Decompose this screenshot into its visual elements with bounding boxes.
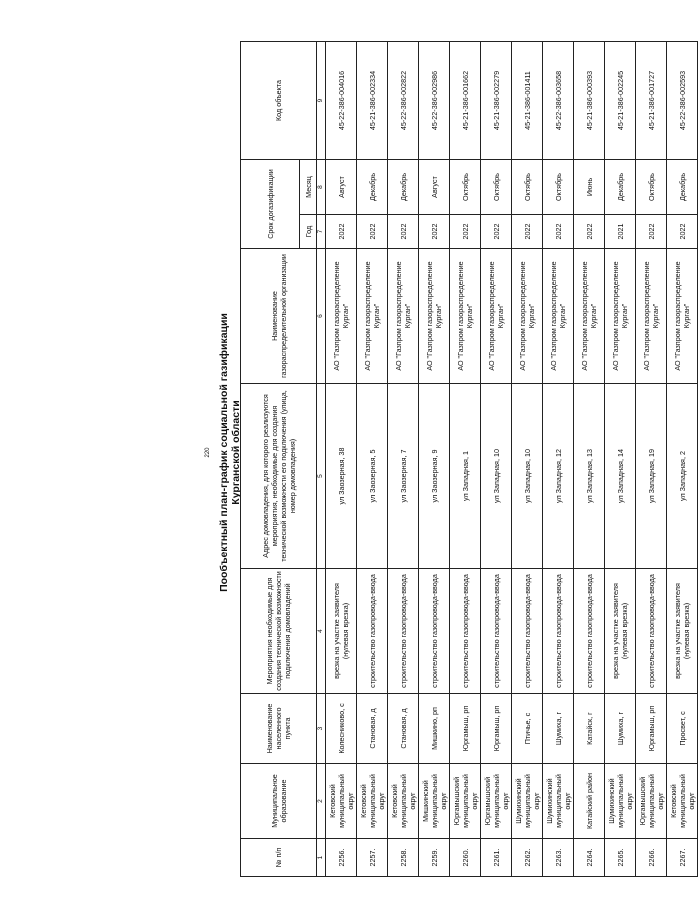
cell-code: 45-21-386-002334 <box>357 42 388 160</box>
cell-month: Декабрь <box>388 160 419 215</box>
cell-code: 45-21-386-001411 <box>512 42 543 160</box>
cell-year: 2022 <box>419 215 450 249</box>
cell-municipality: Шумихинский муниципальный округ <box>543 764 574 839</box>
cell-municipality: Юргамышский муниципальный округ <box>636 764 667 839</box>
table-row <box>450 42 481 877</box>
page-number: 220 <box>205 447 211 458</box>
cell-organization: АО "Газпром газораспределение Курган" <box>667 249 698 384</box>
table-row <box>543 42 574 877</box>
cell-num: 2259. <box>419 839 450 877</box>
header-municipality: Муниципальное образование <box>241 764 317 839</box>
cell-measures: врезка на участке заявителя (нулевая врезка) <box>605 569 636 694</box>
header-month: Месяц <box>300 160 317 215</box>
cell-organization: АО "Газпром газораспределение Курган" <box>574 249 605 384</box>
gasification-table <box>240 41 698 877</box>
cell-organization: АО "Газпром газораспределение Курган" <box>326 249 357 384</box>
cell-measures: строительство газопровода-ввода <box>543 569 574 694</box>
cell-num: 2260. <box>450 839 481 877</box>
cell-num: 2256. <box>326 839 357 877</box>
cell-municipality: Кетовский муниципальный округ <box>388 764 419 839</box>
cell-code: 45-22-386-004016 <box>326 42 357 160</box>
cell-code: 45-21-386-000393 <box>574 42 605 160</box>
cell-settlement: Катайск, г <box>574 694 605 764</box>
cell-settlement: Шумиха, г <box>605 694 636 764</box>
cell-address: ул Западная, 13 <box>574 384 605 569</box>
cell-measures: строительство газопровода-ввода <box>636 569 667 694</box>
cell-code: 45-21-386-001662 <box>450 42 481 160</box>
cell-address: ул Западная, 14 <box>605 384 636 569</box>
cell-num: 2267. <box>667 839 698 877</box>
cell-settlement: Юргамыш, рп <box>481 694 512 764</box>
column-number-row <box>317 42 326 877</box>
cell-num: 2258. <box>388 839 419 877</box>
cell-num: 2264. <box>574 839 605 877</box>
cell-num: 2263. <box>543 839 574 877</box>
cell-month: Октябрь <box>450 160 481 215</box>
col-number: 1 <box>317 839 326 877</box>
title-line-1: Пообъектный план-график социальной газификации <box>218 313 230 592</box>
col-number: 7 <box>317 215 326 249</box>
col-number: 4 <box>317 569 326 694</box>
cell-code: 45-22-386-003658 <box>543 42 574 160</box>
cell-month: Декабрь <box>605 160 636 215</box>
col-number: 3 <box>317 694 326 764</box>
cell-settlement: Колесниково, с <box>326 694 357 764</box>
cell-address: ул Заозерная, 7 <box>388 384 419 569</box>
cell-month: Октябрь <box>636 160 667 215</box>
cell-num: 2257. <box>357 839 388 877</box>
cell-address: ул Западная, 1 <box>450 384 481 569</box>
cell-measures: строительство газопровода-ввода <box>574 569 605 694</box>
cell-organization: АО "Газпром газораспределение Курган" <box>450 249 481 384</box>
header-address: Адрес домовладения, для которого реализуются мероприятия, необходимые для создания технической возможности его подключения (улица, номер домовладения) <box>241 384 317 569</box>
table-row <box>667 42 698 877</box>
cell-address: ул Заозерная, 5 <box>357 384 388 569</box>
cell-settlement: Шумиха, г <box>543 694 574 764</box>
cell-organization: АО "Газпром газораспределение Курган" <box>512 249 543 384</box>
header-num: № п/п <box>241 839 317 877</box>
cell-measures: строительство газопровода-ввода <box>481 569 512 694</box>
cell-organization: АО "Газпром газораспределение Курган" <box>543 249 574 384</box>
table-row <box>419 42 450 877</box>
header-code: Код объекта <box>241 42 317 160</box>
page-title <box>218 0 242 905</box>
header-organization: Наименование газораспределительной организации <box>241 249 317 384</box>
cell-measures: строительство газопровода-ввода <box>388 569 419 694</box>
cell-address: ул Западная, 10 <box>512 384 543 569</box>
cell-settlement: Юргамыш, рп <box>636 694 667 764</box>
title-line-2: Курганской области <box>230 400 242 505</box>
table-row <box>357 42 388 877</box>
table-row <box>636 42 667 877</box>
cell-address: ул Западная, 2 <box>667 384 698 569</box>
cell-code: 45-22-386-002593 <box>667 42 698 160</box>
cell-settlement: Становая, д <box>357 694 388 764</box>
cell-code: 45-21-386-002279 <box>481 42 512 160</box>
cell-year: 2022 <box>326 215 357 249</box>
cell-month: Декабрь <box>667 160 698 215</box>
cell-municipality: Шумихинский муниципальный округ <box>512 764 543 839</box>
cell-measures: врезка на участке заявителя (нулевая врезка) <box>326 569 357 694</box>
cell-municipality: Кетовский муниципальный округ <box>357 764 388 839</box>
cell-municipality: Катайский район <box>574 764 605 839</box>
cell-year: 2022 <box>512 215 543 249</box>
cell-address: ул Западная, 12 <box>543 384 574 569</box>
cell-organization: АО "Газпром газораспределение Курган" <box>605 249 636 384</box>
cell-address: ул Заозерная, 9 <box>419 384 450 569</box>
cell-code: 45-22-386-002822 <box>388 42 419 160</box>
cell-address: ул Западная, 10 <box>481 384 512 569</box>
cell-year: 2021 <box>605 215 636 249</box>
cell-settlement: Юргамыш, рп <box>450 694 481 764</box>
cell-measures: строительство газопровода-ввода <box>512 569 543 694</box>
table-row <box>574 42 605 877</box>
cell-measures: строительство газопровода-ввода <box>450 569 481 694</box>
col-number: 2 <box>317 764 326 839</box>
cell-num: 2266. <box>636 839 667 877</box>
col-number: 5 <box>317 384 326 569</box>
cell-month: Июнь <box>574 160 605 215</box>
cell-num: 2261. <box>481 839 512 877</box>
cell-month: Август <box>326 160 357 215</box>
cell-municipality: Шумихинский муниципальный округ <box>605 764 636 839</box>
cell-settlement: Птичье, с <box>512 694 543 764</box>
cell-address: ул Заозерная, 38 <box>326 384 357 569</box>
cell-municipality: Кетовский муниципальный округ <box>667 764 698 839</box>
cell-settlement: Становая, д <box>388 694 419 764</box>
cell-code: 45-21-386-001727 <box>636 42 667 160</box>
cell-address: ул Западная, 19 <box>636 384 667 569</box>
cell-month: Декабрь <box>357 160 388 215</box>
header-year: Год <box>300 215 317 249</box>
cell-municipality: Юргамышский муниципальный округ <box>481 764 512 839</box>
table-row <box>605 42 636 877</box>
cell-measures: строительство газопровода-ввода <box>357 569 388 694</box>
cell-year: 2022 <box>574 215 605 249</box>
header-measures: Мероприятия необходимые для создания технической возможности подключения домовладений <box>241 569 317 694</box>
cell-year: 2022 <box>481 215 512 249</box>
cell-measures: врезка на участке заявителя (нулевая врезка) <box>667 569 698 694</box>
cell-year: 2022 <box>388 215 419 249</box>
cell-year: 2022 <box>667 215 698 249</box>
header-settlement: Наименование населенного пункта <box>241 694 317 764</box>
header-deadline: Срок догазификации <box>241 160 300 249</box>
cell-organization: АО "Газпром газораспределение Курган" <box>388 249 419 384</box>
cell-year: 2022 <box>543 215 574 249</box>
cell-municipality: Кетовский муниципальный округ <box>326 764 357 839</box>
cell-municipality: Юргамышский муниципальный округ <box>450 764 481 839</box>
cell-month: Октябрь <box>481 160 512 215</box>
cell-month: Октябрь <box>512 160 543 215</box>
cell-year: 2022 <box>450 215 481 249</box>
cell-settlement: Просвет, с <box>667 694 698 764</box>
cell-num: 2265. <box>605 839 636 877</box>
cell-measures: строительство газопровода-ввода <box>419 569 450 694</box>
cell-month: Октябрь <box>543 160 574 215</box>
cell-settlement: Мишкино, рп <box>419 694 450 764</box>
cell-organization: АО "Газпром газораспределение Курган" <box>481 249 512 384</box>
cell-municipality: Мишкинский муниципальный округ <box>419 764 450 839</box>
cell-organization: АО "Газпром газораспределение Курган" <box>419 249 450 384</box>
col-number: 9 <box>317 42 326 160</box>
cell-year: 2022 <box>357 215 388 249</box>
cell-num: 2262. <box>512 839 543 877</box>
table-row <box>481 42 512 877</box>
col-number: 8 <box>317 160 326 215</box>
col-number: 6 <box>317 249 326 384</box>
cell-month: Август <box>419 160 450 215</box>
cell-code: 45-21-386-002245 <box>605 42 636 160</box>
cell-organization: АО "Газпром газораспределение Курган" <box>357 249 388 384</box>
cell-year: 2022 <box>636 215 667 249</box>
table-row <box>512 42 543 877</box>
table-row <box>388 42 419 877</box>
cell-organization: АО "Газпром газораспределение Курган" <box>636 249 667 384</box>
table-row <box>326 42 357 877</box>
cell-code: 45-22-386-002986 <box>419 42 450 160</box>
